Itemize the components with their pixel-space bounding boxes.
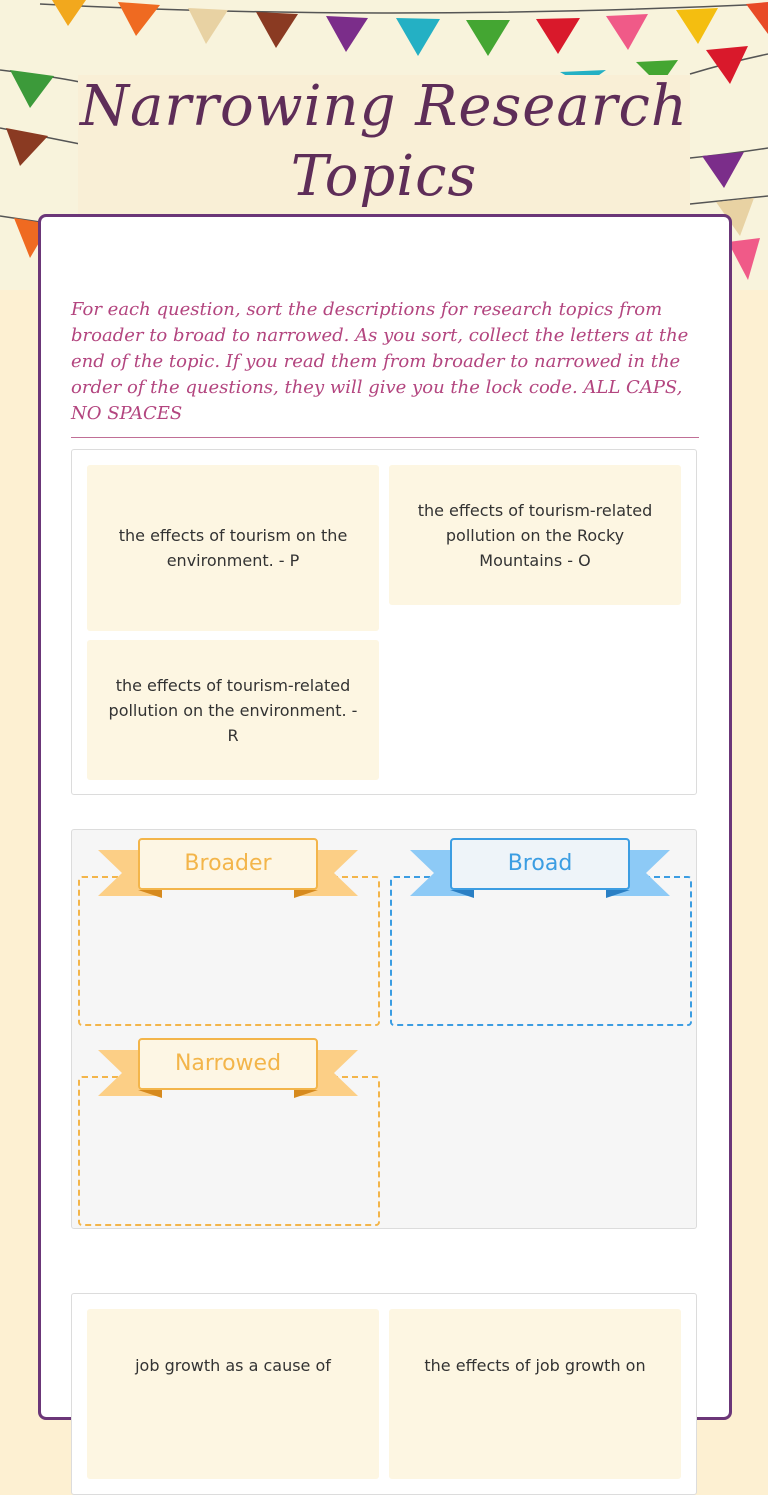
instructions-text: For each question, sort the descriptions for research topics from broader to broad to narrowed. As you sort, collect the letters at the end of the topic. If you read them from broader to narrowed in the order of the questions, they will give you the lock code. ALL CAPS, NO SPACES (71, 299, 689, 424)
bucket-broader (78, 838, 380, 1026)
q1-item-pool (71, 449, 697, 795)
page-title: Narrowing Research Topics (80, 74, 688, 209)
q1-draggable-item[interactable] (87, 465, 379, 631)
q2-item-pool (71, 1293, 697, 1495)
bucket-label: Narrowed (138, 1038, 318, 1090)
item-text: the effects of tourism on the environment. - P (118, 526, 348, 570)
q1-draggable-item[interactable] (87, 640, 379, 780)
item-text: the effects of tourism-related pollution on the environment. - R (108, 675, 358, 745)
item-text: job growth as a cause of (135, 1356, 331, 1375)
bucket-label: Broad (450, 838, 630, 890)
worksheet-card (38, 214, 732, 1420)
q2-draggable-item[interactable] (87, 1309, 379, 1479)
divider (71, 437, 699, 438)
q2-draggable-item[interactable] (389, 1309, 681, 1479)
bucket-narrowed (78, 1038, 380, 1226)
item-text: the effects of job growth on (424, 1356, 646, 1375)
q1-draggable-item[interactable] (389, 465, 681, 605)
item-text: the effects of tourism-related pollution on the Rocky Mountains - O (417, 500, 653, 570)
bucket-label: Broader (138, 838, 318, 890)
q1-sort-area (71, 829, 697, 1229)
bucket-broad (390, 838, 692, 1026)
